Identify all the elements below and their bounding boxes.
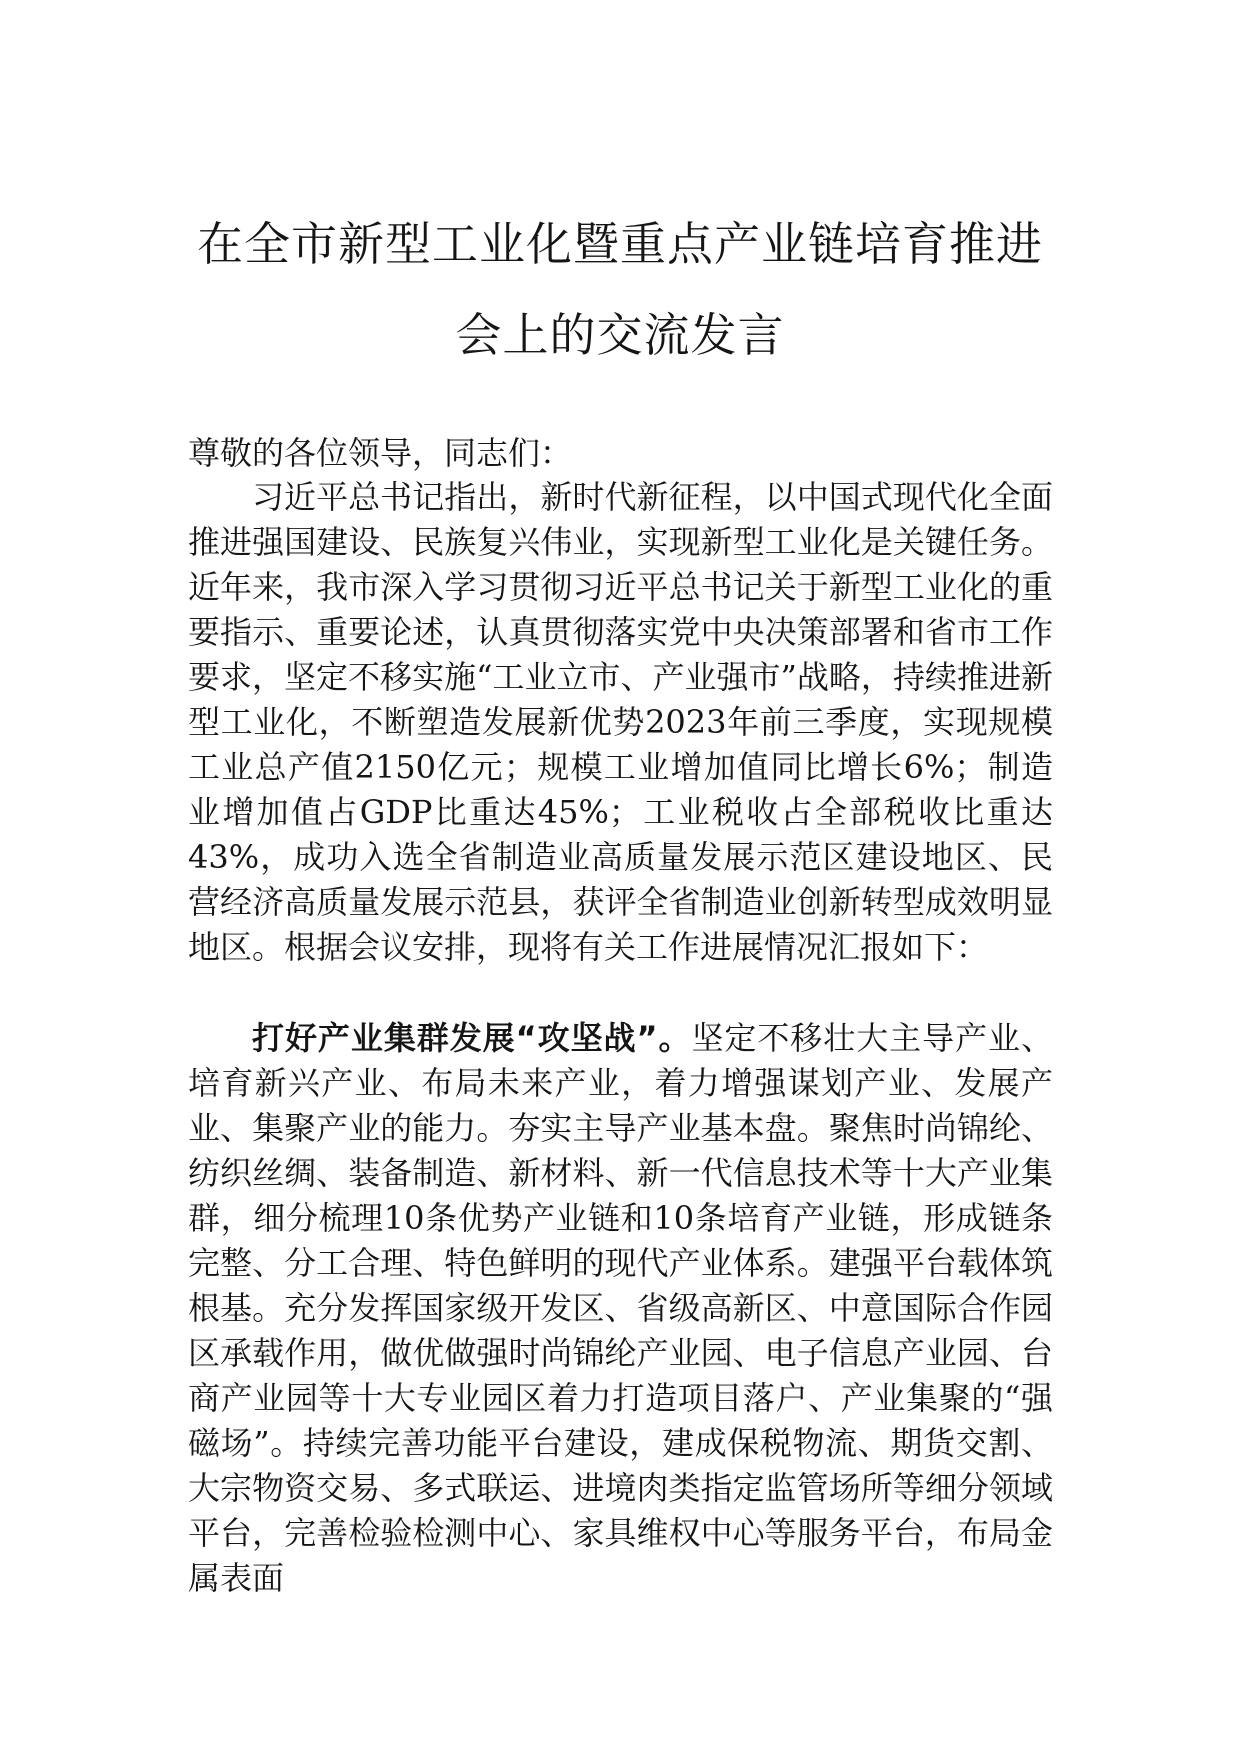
salutation: 尊敬的各位领导，同志们： <box>188 434 573 472</box>
paragraph-body-text: 坚定不移壮大主导产业、培育新兴产业、布局未来产业，着力增强谋划产业、发展产业、集聚产业的能力。夯实主导产业基本盘。聚焦时尚锦纶、纺织丝绸、装备制造、新材料、新一代信息技术等十大产业集群，细分梳理10条优势产业链和10条培育产业链，形成链条完整、分工合理、特色鲜明的现代产业体系。建强平台载体筑根基。充分发挥国家级开发区、省级高新区、中意国际合作园区承载作用，做优做强时尚锦纶产业园、电子信息产业园、台商产业园等十大专业园区着力打造项目落户、产业集聚的“强磁场”。持续完善功能平台建设，建成保税物流、期货交割、大宗物资交易、多式联运、进境肉类指定监管场所等细分领域平台，完善检验检测中心、家具维权中心等服务平台，布局金属表面 <box>188 1019 1053 1597</box>
document-title-line-2: 会上的交流发言 <box>455 308 785 362</box>
paragraph-intro: 习近平总书记指出，新时代新征程，以中国式现代化全面推进强国建设、民族复兴伟业，实现新型工业化是关键任务。近年来，我市深入学习贯彻习近平总书记关于新型工业化的重要指示、重要论述，认真贯彻落实党中央决策部署和省市工作要求，坚定不移实施“工业立市、产业强市”战略，持续推进新型工业化，不断塑造发展新优势2023年前三季度，实现规模工业总产值2150亿元；规模工业增加值同比增长6%；制造业增加值占GDP比重达45%；工业税收占全部税收比重达43%，成功入选全省制造业高质量发展示范区建设地区、民营经济高质量发展示范县，获评全省制造业创新转型成效明显地区。根据会议安排，现将有关工作进展情况汇报如下： <box>188 478 1053 966</box>
document-title-line-1: 在全市新型工业化暨重点产业链培育推进 <box>197 217 1043 271</box>
paragraph-industry-cluster <box>188 1016 1053 1601</box>
paragraph-lead-heading: 打好产业集群发展“攻坚战”。 <box>252 1019 692 1057</box>
